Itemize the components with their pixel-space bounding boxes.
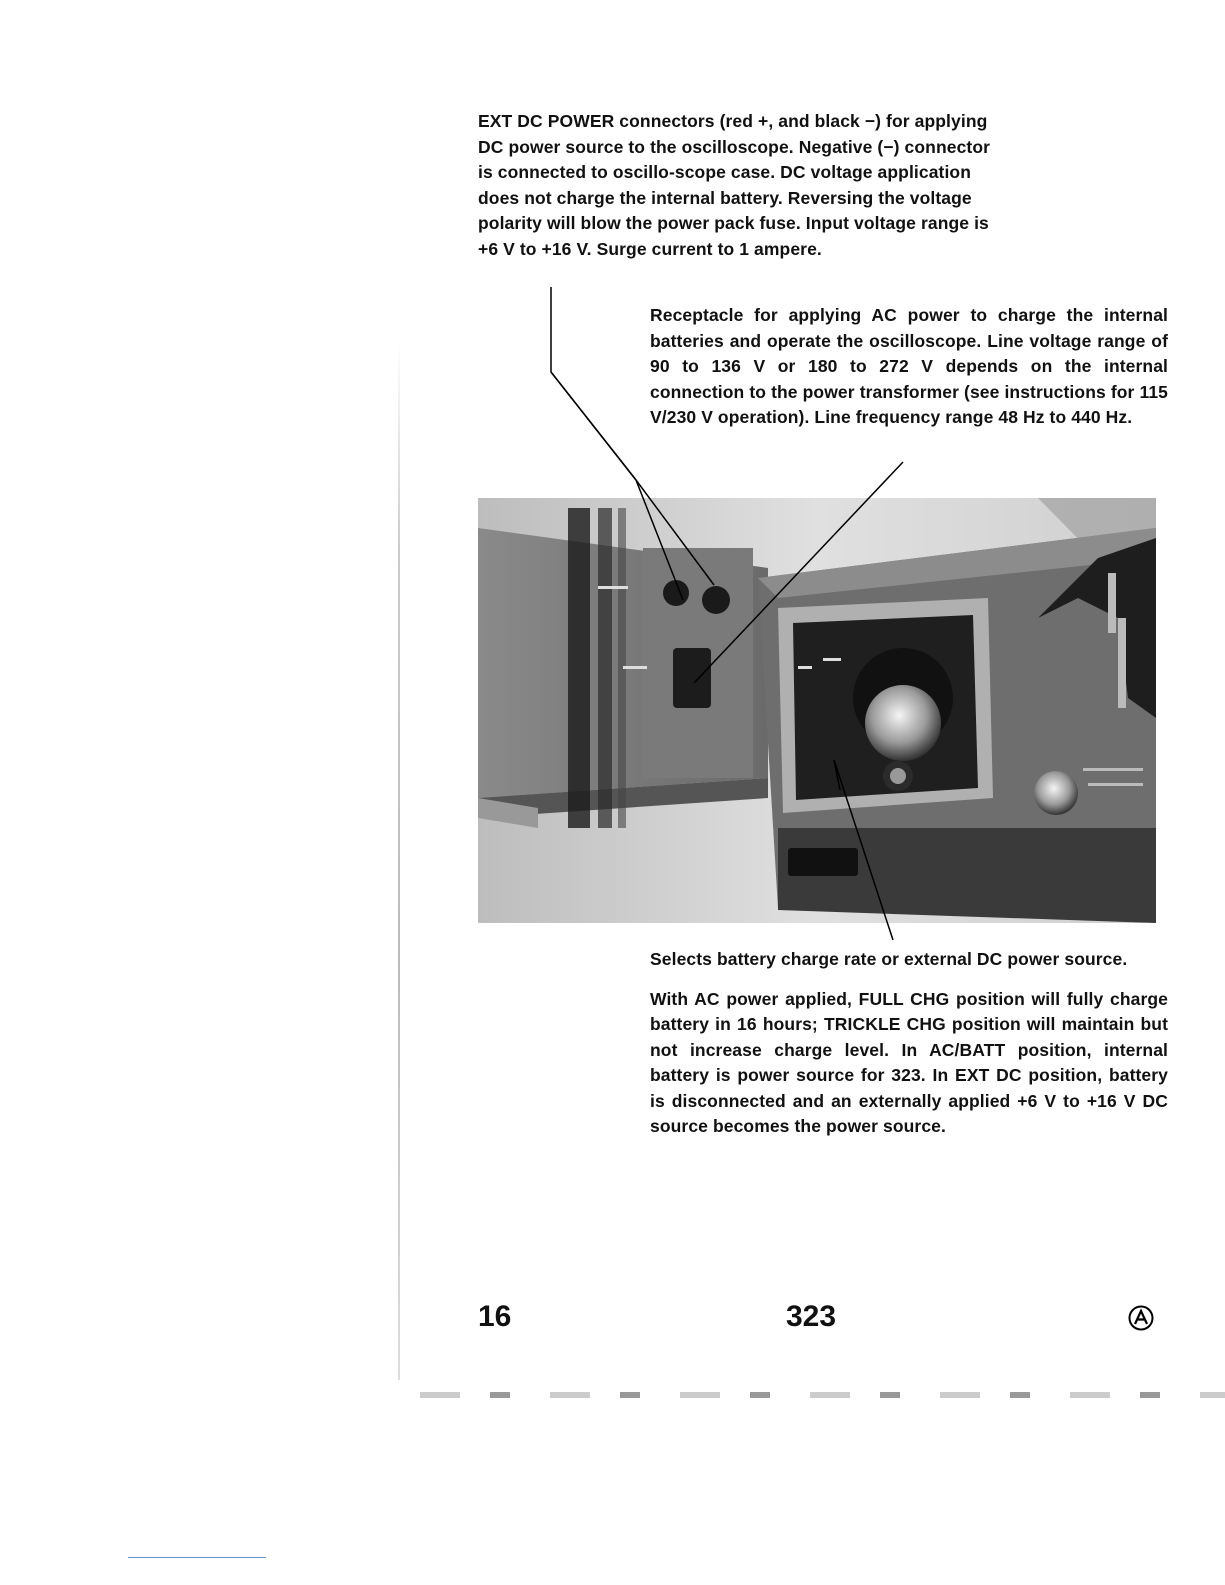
ext-dc-power-callout: EXT DC POWER connectors (red +, and black −) for applying DC power source to the oscilloscope. Negative (−) connector is connected to oscillo-scope case. DC voltage application does not charge the internal battery. Reversing the voltage polarity will blow the power pack fuse. Input voltage range is +6 V to +16 V. Surge current to 1 ampere. [478, 111, 991, 259]
ac-receptacle-callout: Receptacle for applying AC power to charge the internal batteries and operate the oscilloscope. Line voltage range of 90 to 136 V or 180 to 272 V depends on the internal connection to the power transformer (see instructions for 115 V/230 V operation). Line frequency range 48 Hz to 440 Hz. [650, 305, 1168, 427]
selector-callout-paragraph-2: With AC power applied, FULL CHG position will fully charge battery in 16 hours; TRICKLE CHG position will maintain but not increase charge level. In AC/BATT position, internal battery is power source for 323. In EXT DC position, battery is disconnected and an externally applied +6 V to +16 V DC source becomes the power source. [650, 988, 1168, 1136]
page-number: 16 [478, 1300, 512, 1333]
tektronix-circled-a-icon [1128, 1305, 1154, 1331]
selector-callout-paragraph-1: Selects battery charge rate or external DC power source. [650, 949, 1128, 969]
selector-callout [650, 947, 1168, 1154]
scan-mark-bottom [128, 1557, 266, 1558]
scan-edge-left [398, 340, 400, 1380]
model-number: 323 [786, 1300, 837, 1333]
scan-edge-bottom [420, 1392, 1225, 1398]
oscilloscope-panel-photo [478, 498, 1156, 923]
